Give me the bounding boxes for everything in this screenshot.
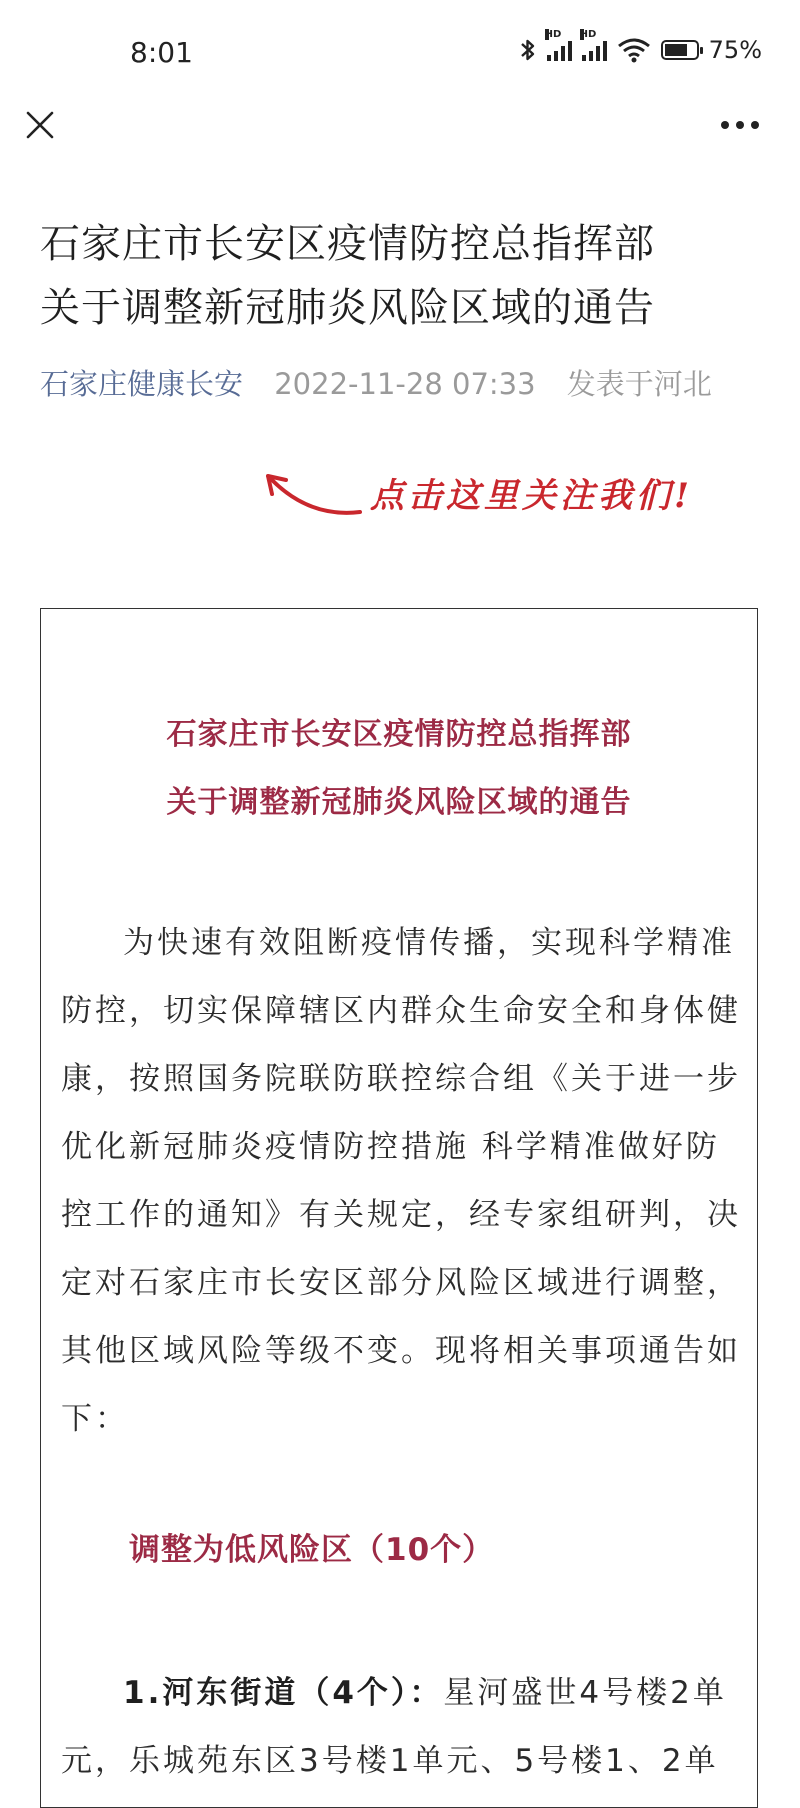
article-title-line2: 关于调整新冠肺炎风险区域的通告	[40, 285, 655, 331]
list-item	[61, 1659, 741, 1795]
hd-signal-icon: HD	[547, 39, 572, 61]
battery-fill	[665, 44, 687, 56]
nav-bar	[0, 95, 800, 155]
notice-box	[40, 608, 758, 1808]
account-name-link[interactable]: 石家庄健康长安	[40, 367, 244, 401]
article-title	[40, 212, 760, 340]
publish-time: 2022-11-28 07:33	[274, 367, 536, 401]
list-item-label: 1.河东街道（4个）：	[123, 1675, 444, 1711]
bluetooth-icon	[519, 37, 537, 63]
close-button[interactable]	[20, 105, 60, 145]
battery-percent: 75%	[708, 36, 762, 64]
more-button[interactable]	[716, 105, 764, 145]
notice-heading-line2: 关于调整新冠肺炎风险区域的通告	[166, 785, 632, 820]
status-bar	[0, 0, 800, 110]
follow-prompt: 点击这里关注我们!	[370, 476, 693, 516]
notice-body: 为快速有效阻断疫情传播，实现科学精准防控，切实保障辖区内群众生命安全和身体健康，按照国务院联防联控综合组《关于进一步优化新冠肺炎疫情防控措施 科学精准做好防控工作的通知》有关规定，经专家组研判，决定对石家庄市长安区部分风险区域进行调整，其他区域风险等级不变。现将相关事项通告如下：	[61, 925, 741, 1437]
section-heading-low-risk: 调整为低风险区（10个）	[129, 1532, 495, 1568]
status-time: 8:01	[130, 36, 193, 69]
article-title-line1: 石家庄市长安区疫情防控总指挥部	[40, 221, 655, 267]
status-icons	[519, 29, 762, 64]
follow-banner[interactable]	[260, 460, 700, 530]
battery-icon	[661, 40, 699, 60]
publish-location: 发表于河北	[566, 367, 712, 401]
article-meta	[40, 362, 712, 403]
notice-heading-line1: 石家庄市长安区疫情防控总指挥部	[166, 717, 632, 752]
list-item-text: 星河盛世4号楼2单元，乐城苑东区3号楼1单元、5号楼1、2单	[61, 1675, 727, 1779]
wifi-icon	[617, 37, 651, 63]
more-icon	[720, 120, 760, 130]
hd-signal-icon: HD	[582, 39, 607, 61]
arrow-icon	[260, 460, 370, 530]
close-icon	[25, 110, 55, 140]
